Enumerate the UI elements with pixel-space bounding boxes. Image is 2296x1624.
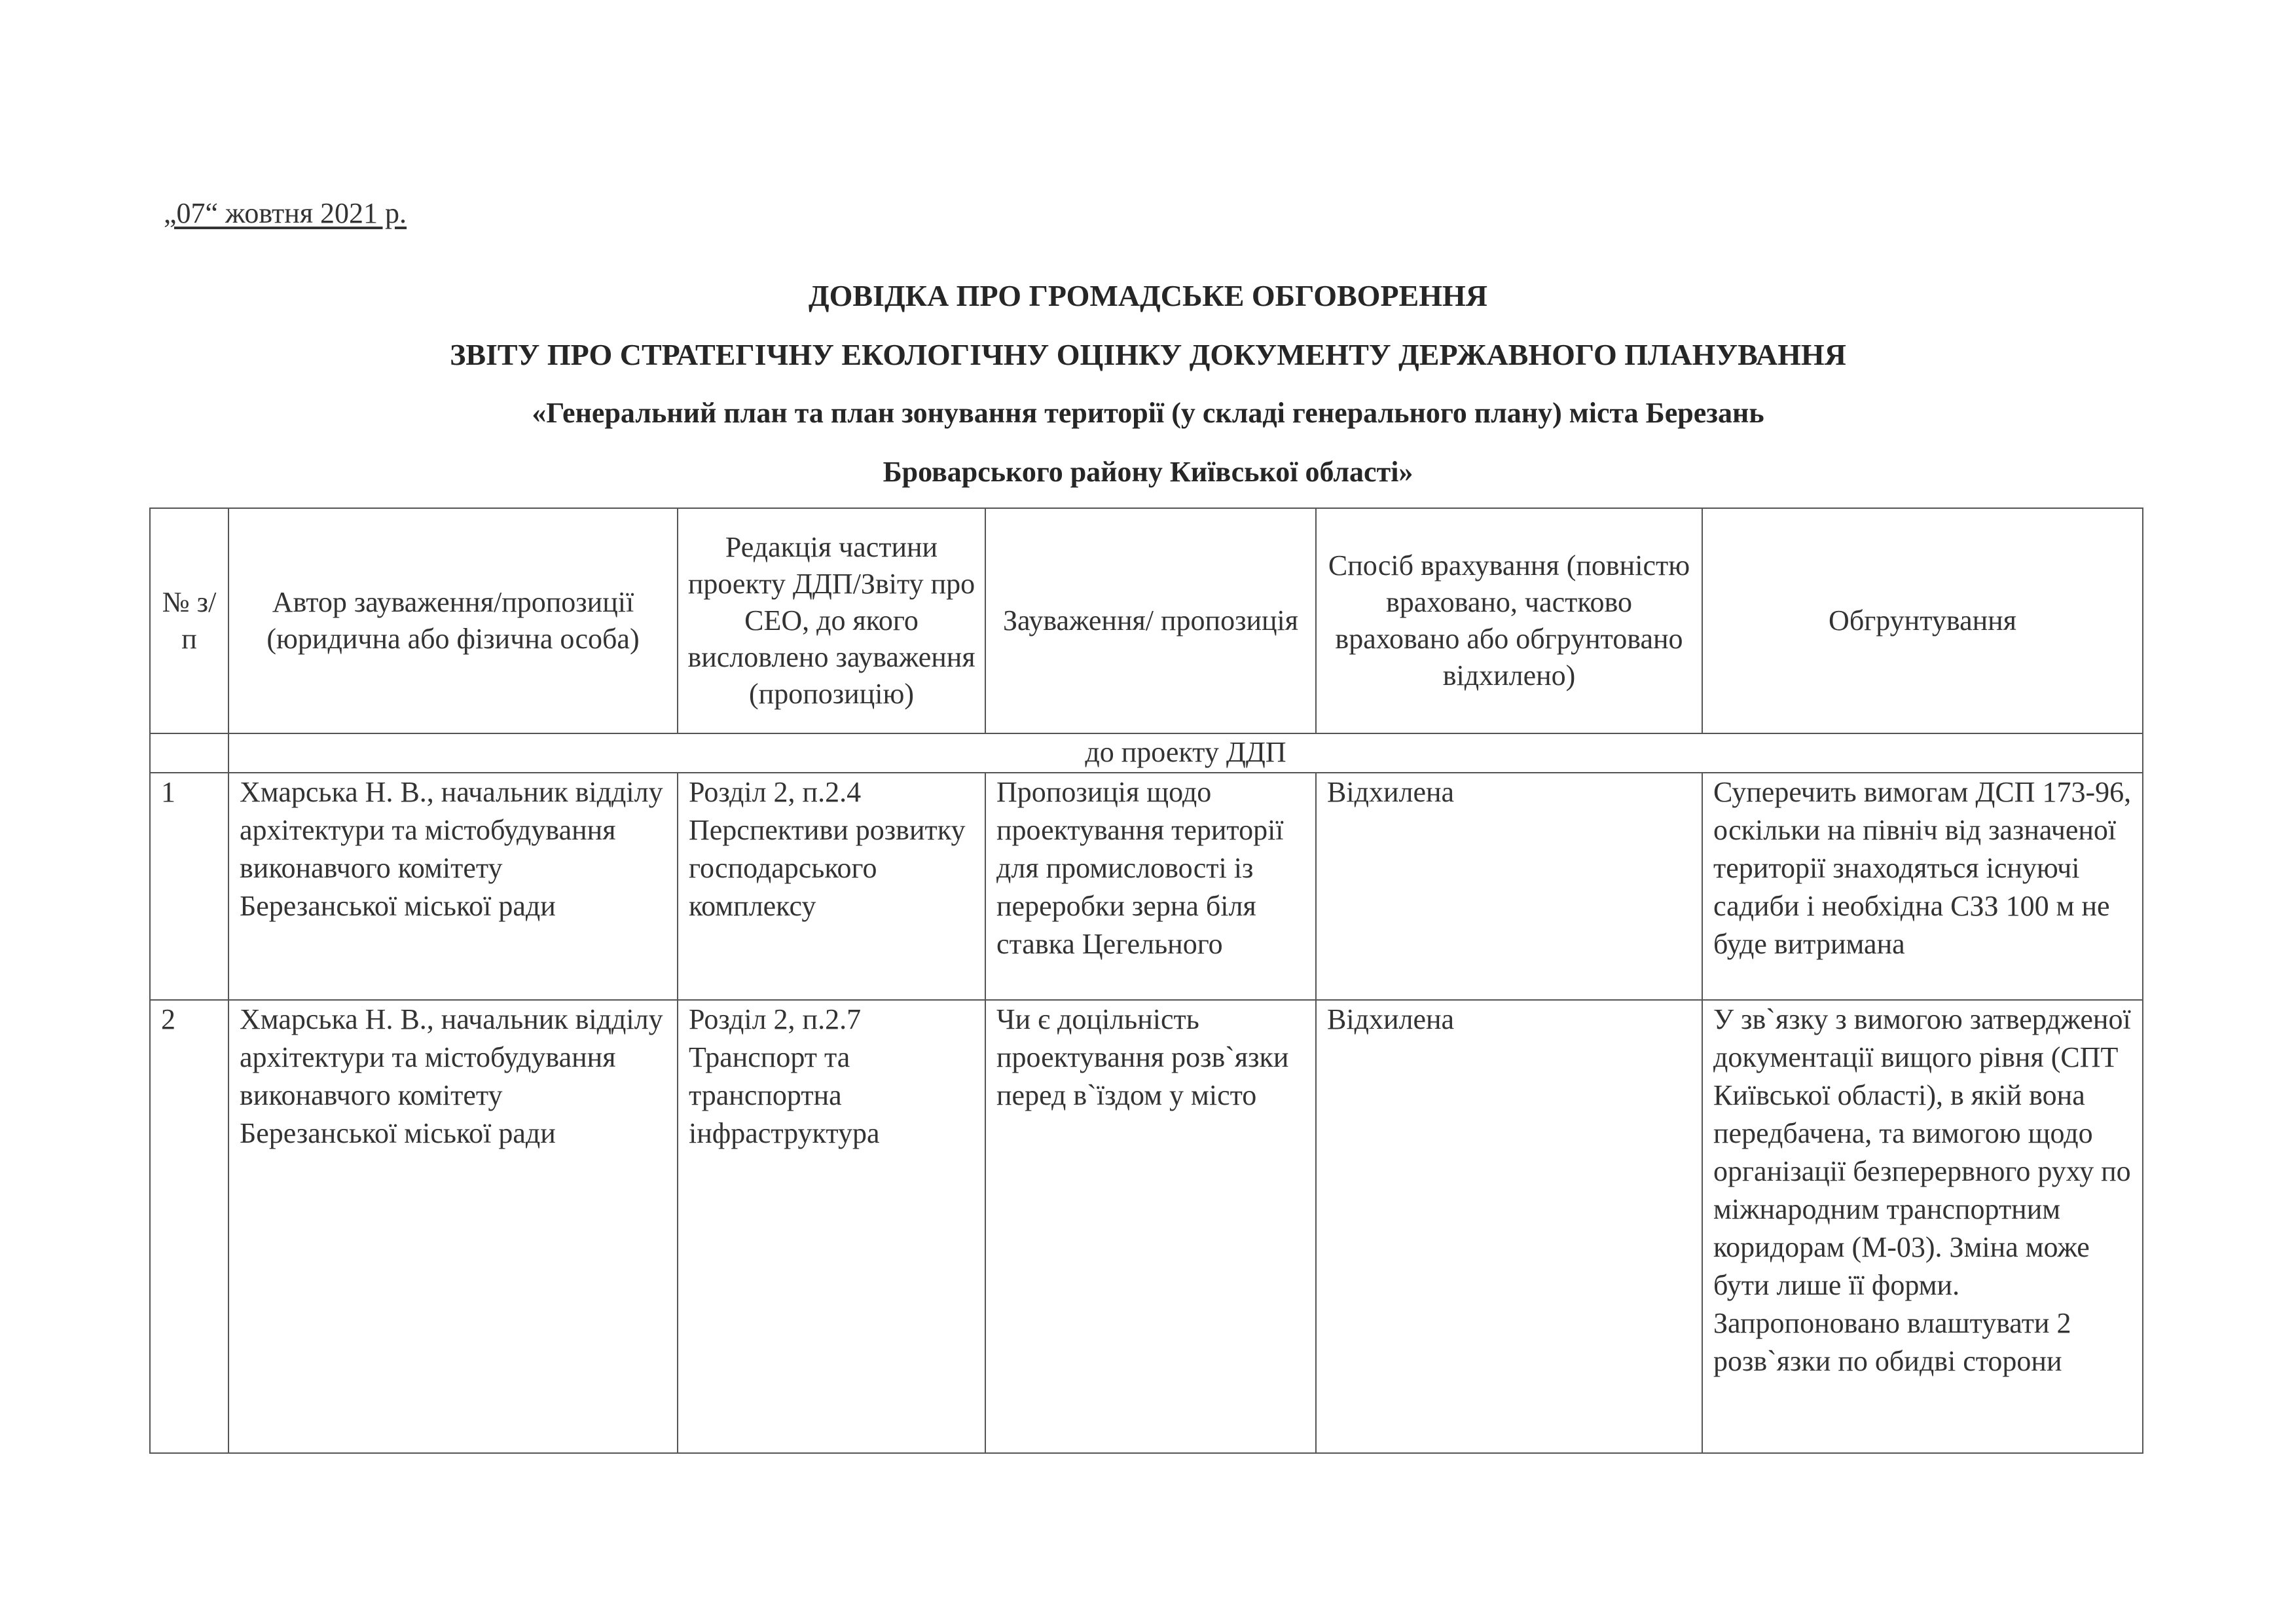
section-spacer xyxy=(150,733,228,773)
row-num: 2 xyxy=(150,1000,228,1453)
header-justification: Обгрунтування xyxy=(1702,508,2143,733)
row-section: Розділ 2, п.2.7 Транспорт та транспортна інфраструктура xyxy=(678,1000,985,1453)
comments-table xyxy=(149,507,2143,1454)
table-row xyxy=(150,773,2143,1000)
row-method: Відхилена xyxy=(1316,1000,1702,1453)
document-plan-name: «Генеральний план та план зонування території (у складі генерального плану) міста Березань xyxy=(532,397,1764,429)
section-row xyxy=(150,733,2143,773)
document-date: „07“ жовтня 2021 р. xyxy=(164,197,407,229)
row-justification: У зв`язку з вимогою затвердженої документації вищого рівня (СПТ Київської області), в якій вона передбачена, та вимогою щодо організації безперервного руху по міжнародним транспортним коридорам (М-03). Зміна може бути лише її форми. Запропоновано влаштувати 2 розв`язки по обидві сторони xyxy=(1702,1000,2143,1453)
header-method: Спосіб врахування (повністю враховано, частково враховано або обгрунтовано відхилено) xyxy=(1316,508,1702,733)
table-header-row xyxy=(150,508,2143,733)
row-section: Розділ 2, п.2.4 Перспективи розвитку господарського комплексу xyxy=(678,773,985,1000)
row-remark: Чи є доцільність проектування розв`язки перед в`їздом у місто xyxy=(985,1000,1316,1453)
section-label: до проекту ДДП xyxy=(228,733,2143,773)
document-plan-name-cont: Броварського району Київської області» xyxy=(883,456,1413,488)
document-title: ДОВІДКА ПРО ГРОМАДСЬКЕ ОБГОВОРЕННЯ xyxy=(808,279,1488,312)
row-method: Відхилена xyxy=(1316,773,1702,1000)
row-author: Хмарська Н. В., начальник відділу архітектури та містобудування виконавчого комітету Березанської міської ради xyxy=(228,773,678,1000)
header-author: Автор зауваження/пропозиції (юридична або фізична особа) xyxy=(228,508,678,733)
document-subtitle: ЗВІТУ ПРО СТРАТЕГІЧНУ ЕКОЛОГІЧНУ ОЦІНКУ ДОКУМЕНТУ ДЕРЖАВНОГО ПЛАНУВАННЯ xyxy=(450,338,1846,371)
row-author: Хмарська Н. В., начальник відділу архітектури та містобудування виконавчого комітету Березанської міської ради xyxy=(228,1000,678,1453)
header-section: Редакція частини проекту ДДП/Звіту про СЕО, до якого висловлено зауваження (пропозицію) xyxy=(678,508,985,733)
row-num: 1 xyxy=(150,773,228,1000)
row-remark: Пропозиція щодо проектування території для промисловості із переробки зерна біля ставка Цегельного xyxy=(985,773,1316,1000)
header-num: № з/п xyxy=(150,508,228,733)
table-row xyxy=(150,1000,2143,1453)
row-justification: Суперечить вимогам ДСП 173-96, оскільки на північ від зазначеної території знаходяться існуючі садиби і необхідна СЗЗ 100 м не буде витримана xyxy=(1702,773,2143,1000)
header-remark: Зауваження/ пропозиція xyxy=(985,508,1316,733)
